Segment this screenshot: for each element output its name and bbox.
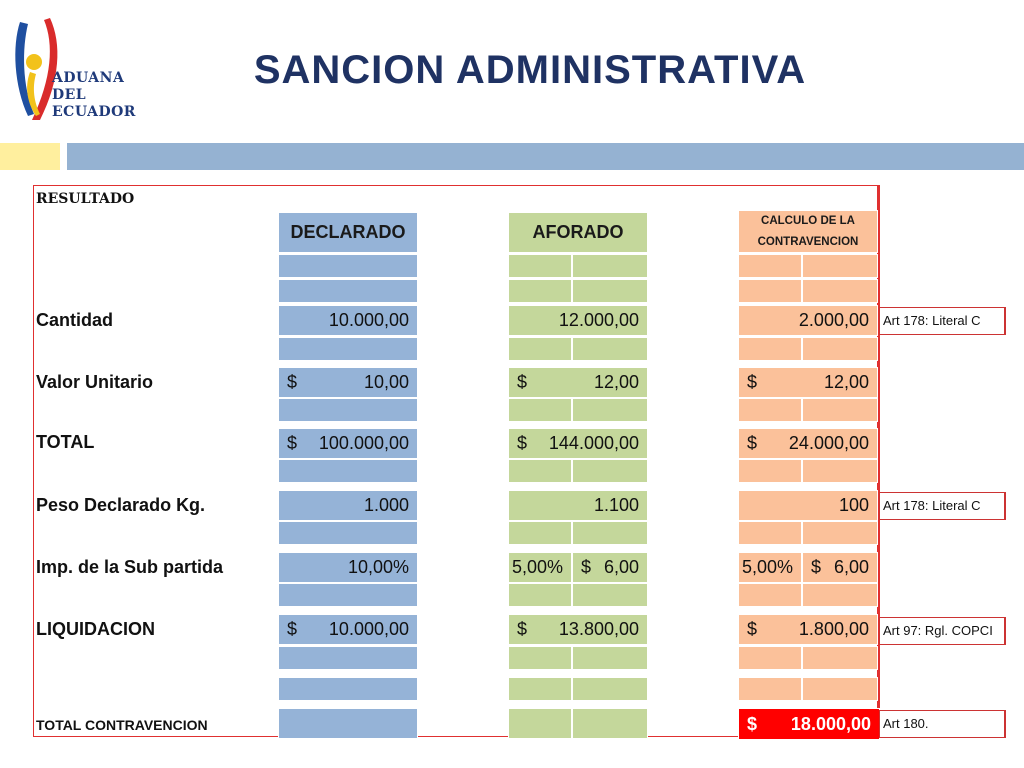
spacer-cell-declarado	[278, 521, 418, 545]
spacer-cell-calculo-b	[802, 337, 878, 361]
note-liquidacion: Art 97: Rgl. COPCI	[879, 617, 1006, 645]
spacer-cell-calculo-a	[738, 398, 802, 422]
header-bar-yellow	[0, 143, 60, 170]
cell-liquidacion-calculo: $ 1.800,00	[738, 614, 878, 645]
spacer-cell-calculo-a	[738, 521, 802, 545]
spacer-cell-calculo-a	[738, 254, 802, 278]
cell-valor-unitario-aforado: $ 12,00	[508, 367, 648, 398]
cell-total-contravencion-declarado	[278, 708, 418, 739]
spacer-cell-declarado	[278, 398, 418, 422]
cell-valor-unitario-calculo: $ 12,00	[738, 367, 878, 398]
spacer-cell-declarado	[278, 254, 418, 278]
spacer-cell-calculo-a	[738, 583, 802, 607]
cell-total-aforado: $ 144.000,00	[508, 428, 648, 459]
row-label-imp: Imp. de la Sub partida	[36, 557, 224, 577]
note-cantidad: Art 178: Literal C	[879, 307, 1006, 335]
spacer-cell-calculo-a	[738, 646, 802, 670]
spacer-cell-aforado-b	[572, 646, 648, 670]
cell-cantidad-declarado: 10.000,00	[278, 305, 418, 336]
cell-total-contravencion-aforado-b	[572, 708, 648, 739]
spacer-cell-calculo-b	[802, 677, 878, 701]
spacer-cell-aforado-b	[572, 583, 648, 607]
spacer-cell-aforado-a	[508, 583, 572, 607]
spacer-cell-aforado-b	[572, 677, 648, 701]
note-total-contravencion: Art 180.	[879, 710, 1006, 738]
spacer-cell-aforado-a	[508, 279, 572, 303]
cell-liquidacion-declarado: $ 10.000,00	[278, 614, 418, 645]
spacer-cell-declarado	[278, 279, 418, 303]
cell-imp-aforado-pct: 5,00%	[508, 552, 572, 583]
spacer-cell-calculo-b	[802, 646, 878, 670]
cell-total-contravencion-aforado-a	[508, 708, 572, 739]
spacer-cell-declarado	[278, 459, 418, 483]
column-header-declarado: DECLARADO	[278, 212, 418, 253]
spacer-cell-calculo-a	[738, 459, 802, 483]
cell-imp-aforado-val: $ 6,00	[572, 552, 648, 583]
cell-peso-declarado: 1.000	[278, 490, 418, 521]
cell-total-calculo: $ 24.000,00	[738, 428, 878, 459]
cell-total-declarado: $ 100.000,00	[278, 428, 418, 459]
spacer-cell-aforado-a	[508, 398, 572, 422]
spacer-cell-aforado-a	[508, 521, 572, 545]
spacer-cell-declarado	[278, 337, 418, 361]
spacer-cell-aforado-a	[508, 459, 572, 483]
spacer-cell-calculo-b	[802, 521, 878, 545]
spacer-cell-aforado-b	[572, 337, 648, 361]
column-header-calculo: CALCULO DE LA CONTRAVENCION	[738, 210, 878, 253]
spacer-cell-calculo-a	[738, 337, 802, 361]
section-label: RESULTADO	[36, 191, 135, 207]
cell-imp-declarado: 10,00%	[278, 552, 418, 583]
spacer-cell-calculo-b	[802, 279, 878, 303]
row-label-peso: Peso Declarado Kg.	[36, 495, 206, 515]
row-label-liquidacion: LIQUIDACION	[36, 619, 155, 639]
row-label-valor-unitario: Valor Unitario	[36, 372, 154, 392]
spacer-cell-aforado-a	[508, 646, 572, 670]
row-label-total: TOTAL	[36, 432, 95, 452]
spacer-cell-declarado	[278, 583, 418, 607]
spacer-cell-aforado-b	[572, 521, 648, 545]
spacer-cell-calculo-b	[802, 254, 878, 278]
spacer-cell-aforado-b	[572, 254, 648, 278]
cell-imp-calculo-pct: 5,00%	[738, 552, 802, 583]
spacer-cell-aforado-b	[572, 398, 648, 422]
spacer-cell-calculo-b	[802, 459, 878, 483]
column-header-aforado: AFORADO	[508, 212, 648, 253]
spacer-cell-calculo-b	[802, 398, 878, 422]
cell-peso-aforado: 1.100	[508, 490, 648, 521]
spacer-cell-aforado-a	[508, 337, 572, 361]
page-title: SANCION ADMINISTRATIVA	[253, 48, 807, 92]
cell-cantidad-aforado: 12.000,00	[508, 305, 648, 336]
row-label-cantidad: Cantidad	[36, 310, 114, 330]
cell-cantidad-calculo: 2.000,00	[738, 305, 878, 336]
header-bar-blue	[67, 143, 1024, 170]
logo-text: ADUANA DEL ECUADOR	[52, 70, 136, 120]
spacer-cell-aforado-a	[508, 677, 572, 701]
cell-peso-calculo: 100	[738, 490, 878, 521]
cell-total-contravencion-calculo: $ 18.000,00	[738, 708, 880, 740]
spacer-cell-calculo-b	[802, 583, 878, 607]
spacer-cell-declarado	[278, 646, 418, 670]
spacer-cell-aforado-a	[508, 254, 572, 278]
note-peso: Art 178: Literal C	[879, 492, 1006, 520]
spacer-cell-calculo-a	[738, 677, 802, 701]
spacer-cell-aforado-b	[572, 459, 648, 483]
spacer-cell-aforado-b	[572, 279, 648, 303]
row-label-total-contravencion: TOTAL CONTRAVENCION	[36, 717, 208, 733]
spacer-cell-declarado	[278, 677, 418, 701]
spacer-cell-calculo-a	[738, 279, 802, 303]
cell-valor-unitario-declarado: $ 10,00	[278, 367, 418, 398]
cell-imp-calculo-val: $ 6,00	[802, 552, 878, 583]
cell-liquidacion-aforado: $ 13.800,00	[508, 614, 648, 645]
